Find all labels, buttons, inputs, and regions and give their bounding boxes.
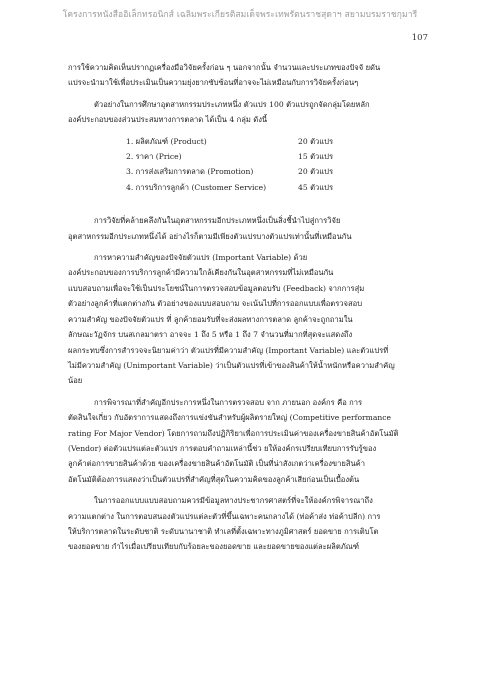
page-body <box>68 60 418 561</box>
text-line: น้อย <box>68 376 83 386</box>
text-line: ในการออกแบบแบบสอบถามควรมีข้อมูลทางประชากรศาสตร์ที่จะให้องค์กรพิจารณาถึง <box>94 496 373 506</box>
list-item <box>126 180 366 195</box>
text-line: องค์ประกอบของส่วนประสมทางการตลาด ได้เป็น 4 กลุ่ม ดังนี้ <box>68 115 268 125</box>
text-line: ตัวอย่างลูกค้าที่แตกต่างกัน ตัวอย่างของแบบสอบถาม จะเน้นไปที่การออกแบบเพื่อตรวจสอบ <box>68 299 363 309</box>
text-line: ตัดสินใจเกี่ยว กับอัตราการแสดงถึงการแข่งขันสำหรับผู้ผลิตรายใหญ่ (Competitive performance <box>68 413 392 423</box>
text-line: ของยอดขาย กำไรเมื่อเปรียบเทียบกับร้อยละของยอดขาย และยอดขายของแต่ละผลิตภัณฑ์ <box>68 542 360 552</box>
text-line: การพิจารณาที่สำคัญอีกประการหนึ่งในการตรวจสอบ จาก ภายนอก องค์กร คือ การ <box>94 397 363 407</box>
variable-group-label: 1. ผลิตภัณฑ์ (Product) <box>126 136 207 146</box>
paragraph-1 <box>68 60 418 91</box>
variable-group-count: 20 ตัวแปร <box>298 136 334 146</box>
running-header: โครงการหนังสืออิเล็กทรอนิกส์ เฉลิมพระเกียรติสมเด็จพระเทพรัตนราชสุดาฯ สยามบรมราชกุมารี <box>62 10 418 20</box>
text-line: การหาความสำคัญของปัจจัยตัวแปร (Important Variable) ด้วย <box>94 253 308 263</box>
variable-group-label: 2. ราคา (Price) <box>126 152 182 162</box>
paragraph-3 <box>68 213 418 244</box>
list-item <box>126 134 366 149</box>
paragraph-2 <box>68 97 418 128</box>
text-line: ความสำคัญ ของปัจจัยตัวแปร ที่ ลูกค้ายอมรับที่จะส่งผลทางการตลาด ลูกค้าจะถูกถามใน <box>68 314 353 324</box>
text-line: ลูกค้าต่อการขายสินค้าด้วย ของเครื่องขายสินค้าอัตโนมัติ เป็นที่น่าสังเกตว่าเครื่องขายสินค้า <box>68 459 365 469</box>
page-number: 107 <box>411 33 428 43</box>
text-line: ผลกระทบซึ่งการสำรวจจะนิยามค่าว่า ตัวแปรที่มีความสำคัญ (Important Variable) และตัวแปรที่ <box>68 345 389 355</box>
paragraph-5 <box>68 395 418 487</box>
list-item <box>126 149 366 164</box>
variable-group-count: 15 ตัวแปร <box>298 152 334 162</box>
variable-group-label: 3. การส่งเสริมการตลาด (Promotion) <box>126 167 254 177</box>
text-line: แบบสอบถามเพื่อจะใช้เป็นประโยชน์ในการตรวจสอบข้อมูลตอบรับ (Feedback) จากการสุ่ม <box>68 283 365 293</box>
text-line: ตัวอย่างในการศึกษาอุตสาหกรรมประเภทหนึ่ง ตัวแปร 100 ตัวแปรถูกจัดกลุ่มโดยหลัก <box>94 99 370 109</box>
text-line: การวิจัยที่คล้ายคลึงกันในอุตสาหกรรมอีกประเภทหนึ่งเป็นสิ่งชี้นำไปสู่การวิจัย <box>94 216 341 226</box>
text-line: ไม่มีความสำคัญ (Unimportant Variable) ว่าเป็นตัวแปรที่เข้าของสินค้าให้น้ำหนักหรือความสำคัญ <box>68 360 395 370</box>
variable-group-list <box>126 134 366 196</box>
text-line: (Vendor) ต่อตัวแปรแต่ละตัวแปร การตอบคำถามเหล่านี้ช่ว ยให้องค์กรเปรียบเทียบการรับรู้ของ <box>68 443 377 453</box>
text-line: ความแตกต่าง ในการตอบสนองตัวแปรแต่ละตัวที่ขึ้นเฉพาะคนกลางได้ (ท่อค้าส่ง ท่อค้าปลีก) การ <box>68 511 381 521</box>
text-line: ลักษณะวัฏจักร บนสเกลมาตรา อาจจะ 1 ถึง 5 หรือ 1 ถึง 7 จำนวนที่มากที่สุดจะแสดงถึง <box>68 330 353 340</box>
paragraph-6 <box>68 493 418 555</box>
text-line: ให้บริการตลาดในระดับชาติ ระดับนานาชาติ ทำเลที่ตั้งเฉพาะทางภูมิศาสตร์ ยอดขาย การเติบโต <box>68 526 379 536</box>
text-line: rating For Major Vendor) โดยการถามถึงปฏิกิริยาเพื่อการประเมินค่าของเครื่องขายสินค้าอัตโนมัติ <box>68 428 399 438</box>
variable-group-label: 4. การบริการลูกค้า (Customer Service) <box>126 182 267 192</box>
text-line: องค์ประกอบของการบริการลูกค้ามีความใกล้เคียงกันในอุตสาหกรรมที่ไม่เหมือนกัน <box>68 268 334 278</box>
paragraph-4 <box>68 250 418 389</box>
variable-group-count: 20 ตัวแปร <box>298 167 334 177</box>
list-item <box>126 164 366 179</box>
text-line: การใช้ความคิดเห็นปรากฏเครื่องมือวิจัยครั้งก่อน ๆ นอกจากนั้น จำนวนและประเภทของปัจจั ยดัน <box>68 63 381 72</box>
text-line: แปรจะนำมาใช้เพื่อประเมินเป็นความยุ่งยากซับซ้อนที่อาจจะไม่เหมือนกับการวิจัยครั้งก่อนๆ <box>68 78 359 88</box>
text-line: อัตโนมัติต้องการแสดงว่าเป็นตัวแปรที่สำคัญที่สุดในความคิดของลูกค้าเสียก่อนเป็นเบื้องต้น <box>68 474 360 484</box>
variable-group-count: 45 ตัวแปร <box>298 182 334 192</box>
text-line: อุตสาหกรรมอีกประเภทหนึ่งได้ อย่างไรก็ตามมีเพียงตัวแปรบางตัวแปรเท่านั้นที่เหมือนกัน <box>68 231 352 241</box>
